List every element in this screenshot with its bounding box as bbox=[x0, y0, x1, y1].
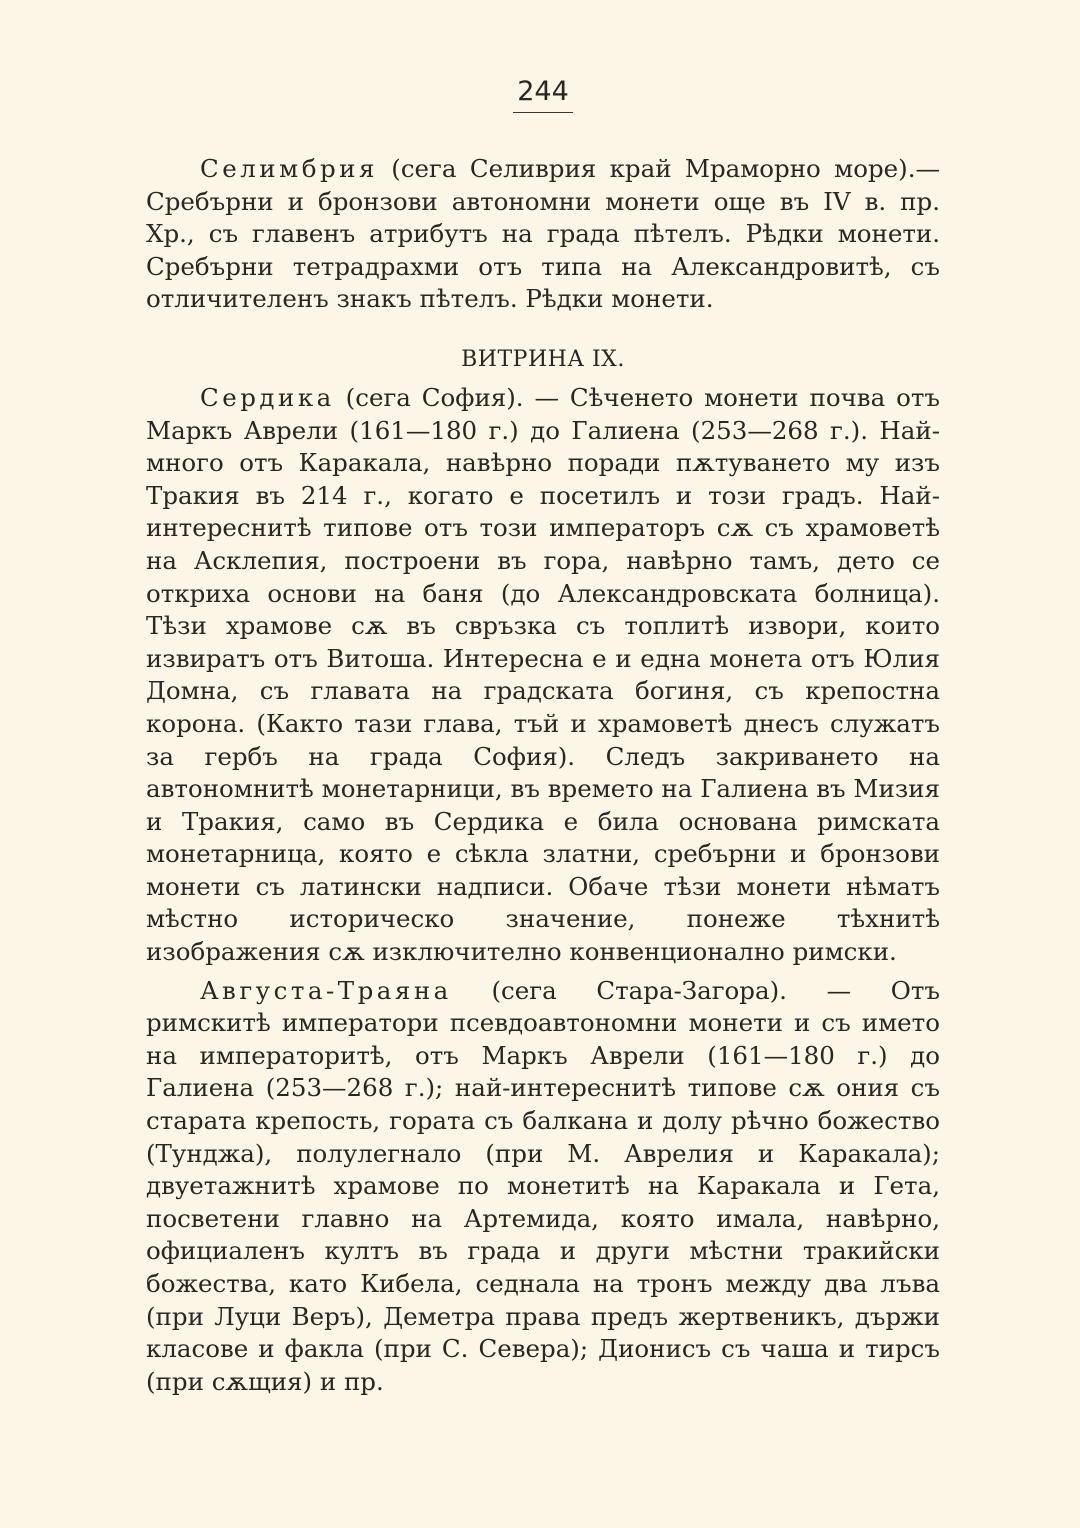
paragraph-text-augusta-traiana: (сега Стара-Загора). — Отъ римскитѣ императори псевдоавтономни монети и съ името на императоритѣ, отъ Маркъ Аврели (161—180 г.) до Галиена (253—268 г.); най-интереснитѣ типове сѫ ония съ старата крепость, гората съ балкана и долу рѣчно божество (Тунджа), полулегнало (при М. Аврелия и Каракала); двуетажнитѣ храмове по монетитѣ на Каракала и Гета, посветени главно на Артемида, която имала, навѣрно, официаленъ култъ въ града и други мѣстни тракийски божества, като Кибела, седнала на тронъ между два лъва (при Луци Веръ), Деметра права предъ жертвеникъ, държи класове и факла (при С. Севера); Дионисъ съ чаша и тирсъ (при сѫщия) и пр. bbox=[146, 975, 940, 1396]
paragraph-serdika bbox=[146, 382, 940, 969]
paragraph-text-serdika: (сега София). — Сѣченето монети почва отъ Маркъ Аврели (161—180 г.) до Галиена (253—268 г.). Най-много отъ Каракала, навѣрно поради пѫтуването му изъ Тракия въ 214 г., когато е посетилъ и този градъ. Най-интереснитѣ типове отъ този императоръ сѫ съ храмоветѣ на Асклепия, построени въ гора, навѣрно тамъ, дето се откриха основи на баня (до Александровската болница). Тѣзи храмове сѫ въ свръзка съ топлитѣ извори, които извиратъ отъ Витоша. Интересна е и една монета отъ Юлия Домна, съ главата на градската богиня, съ крепостна корона. (Както тази глава, тъй и храмоветѣ днесъ служатъ за гербъ на града София). Следъ закриването на автономнитѣ монетарници, въ времето на Галиена въ Мизия и Тракия, само въ Сердика е била основана римската монетарница, която е сѣкла златни, сребърни и бронзови монети съ латински надписи. Обаче тѣзи монети нѣматъ мѣстно историческо значение, понеже тѣхнитѣ изображения сѫ изключително конвенционално римски. bbox=[146, 382, 940, 967]
section-heading: ВИТРИНА IX. bbox=[461, 346, 625, 372]
paragraph-lead-augusta-traiana: Августа-Траяна bbox=[200, 975, 452, 1005]
paragraph-augusta-traiana bbox=[146, 975, 940, 1399]
paragraph-selimbria bbox=[146, 153, 940, 316]
paragraph-lead-serdika: Сердика bbox=[200, 382, 335, 412]
paragraph-lead-selimbria: Селимбрия bbox=[200, 154, 378, 183]
page-number: 244 bbox=[513, 76, 573, 113]
paragraph-text-selimbria: (сега Селиврия край Мраморно море).— Сребърни и бронзови автономни монети още въ IV в. пр. Хр., съ главенъ атрибутъ на града пѣтелъ. Рѣдки монети. Сребърни тетрадрахми отъ типа на Александровитѣ, съ отличителенъ знакъ пѣтелъ. Рѣдки монети. bbox=[146, 154, 940, 314]
